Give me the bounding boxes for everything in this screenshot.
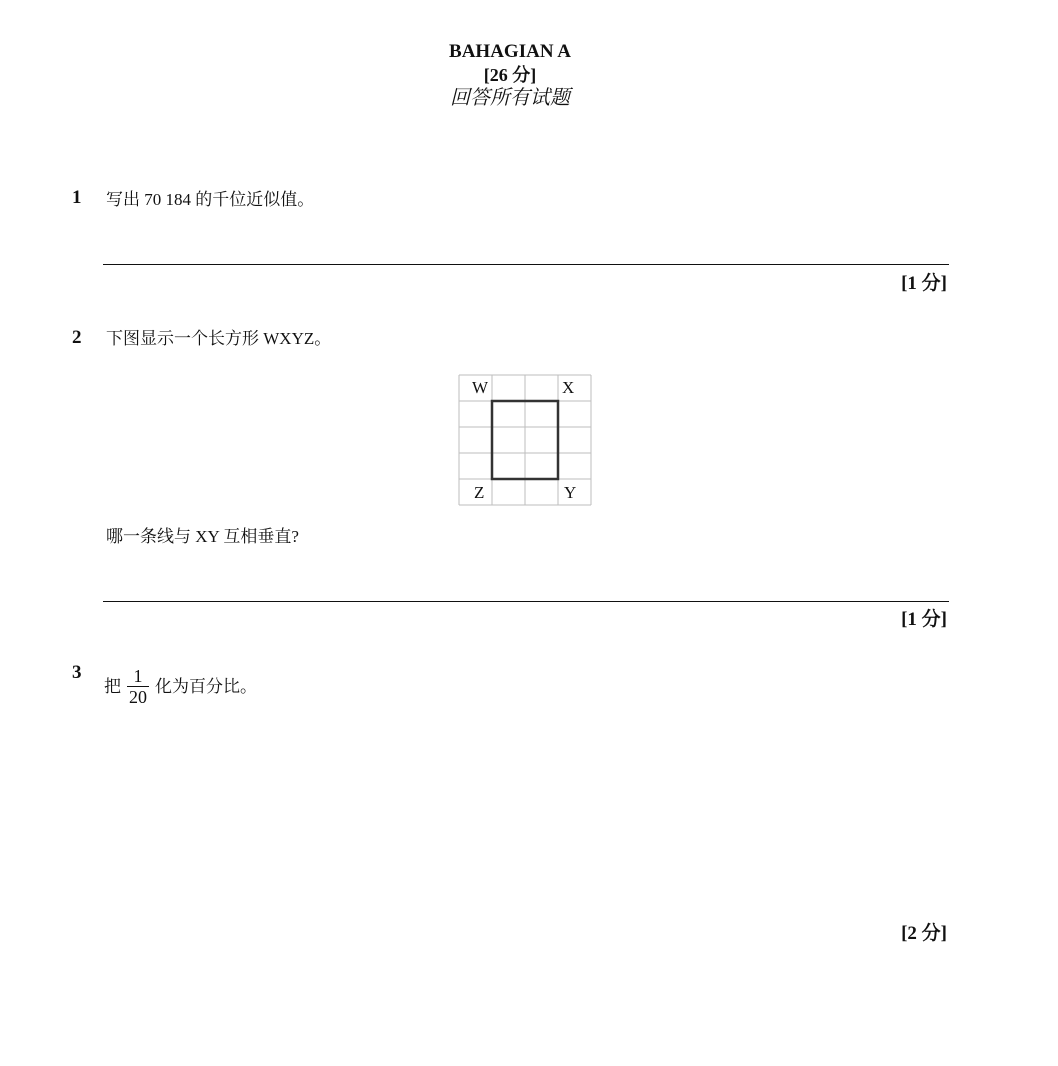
question-2-text: 下图显示一个长方形 WXYZ。 (106, 329, 332, 348)
section-header (0, 40, 1020, 110)
rectangle-grid-figure (458, 374, 592, 506)
section-total-marks: [26 分] (483, 65, 537, 85)
fraction-numerator: 1 (133, 666, 143, 686)
question-2-answer-line[interactable] (103, 601, 949, 602)
vertex-label-y: Y (564, 483, 577, 502)
section-title: BAHAGIAN A (449, 41, 571, 62)
question-3-prefix: 把 (104, 676, 121, 696)
vertex-label-x: X (562, 378, 575, 397)
fraction (127, 666, 149, 707)
question-1-text: 写出 70 184 的千位近似值。 (106, 190, 315, 209)
question-3-marks: [2 分] (901, 923, 947, 944)
question-1-marks: [1 分] (901, 273, 947, 294)
question-1-number: 1 (72, 187, 82, 208)
question-2-marks: [1 分] (901, 609, 947, 630)
question-3-text (104, 666, 257, 707)
question-3-suffix: 化为百分比。 (155, 676, 257, 696)
question-2-prompt: 哪一条线与 XY 互相垂直? (106, 527, 299, 546)
question-1-answer-line[interactable] (103, 264, 949, 265)
section-instruction: 回答所有试题 (450, 87, 570, 109)
fraction-denominator: 20 (129, 687, 147, 707)
question-3-number: 3 (72, 662, 82, 683)
question-2-number: 2 (72, 327, 82, 348)
vertex-label-w: W (472, 378, 489, 397)
vertex-label-z: Z (474, 483, 485, 502)
